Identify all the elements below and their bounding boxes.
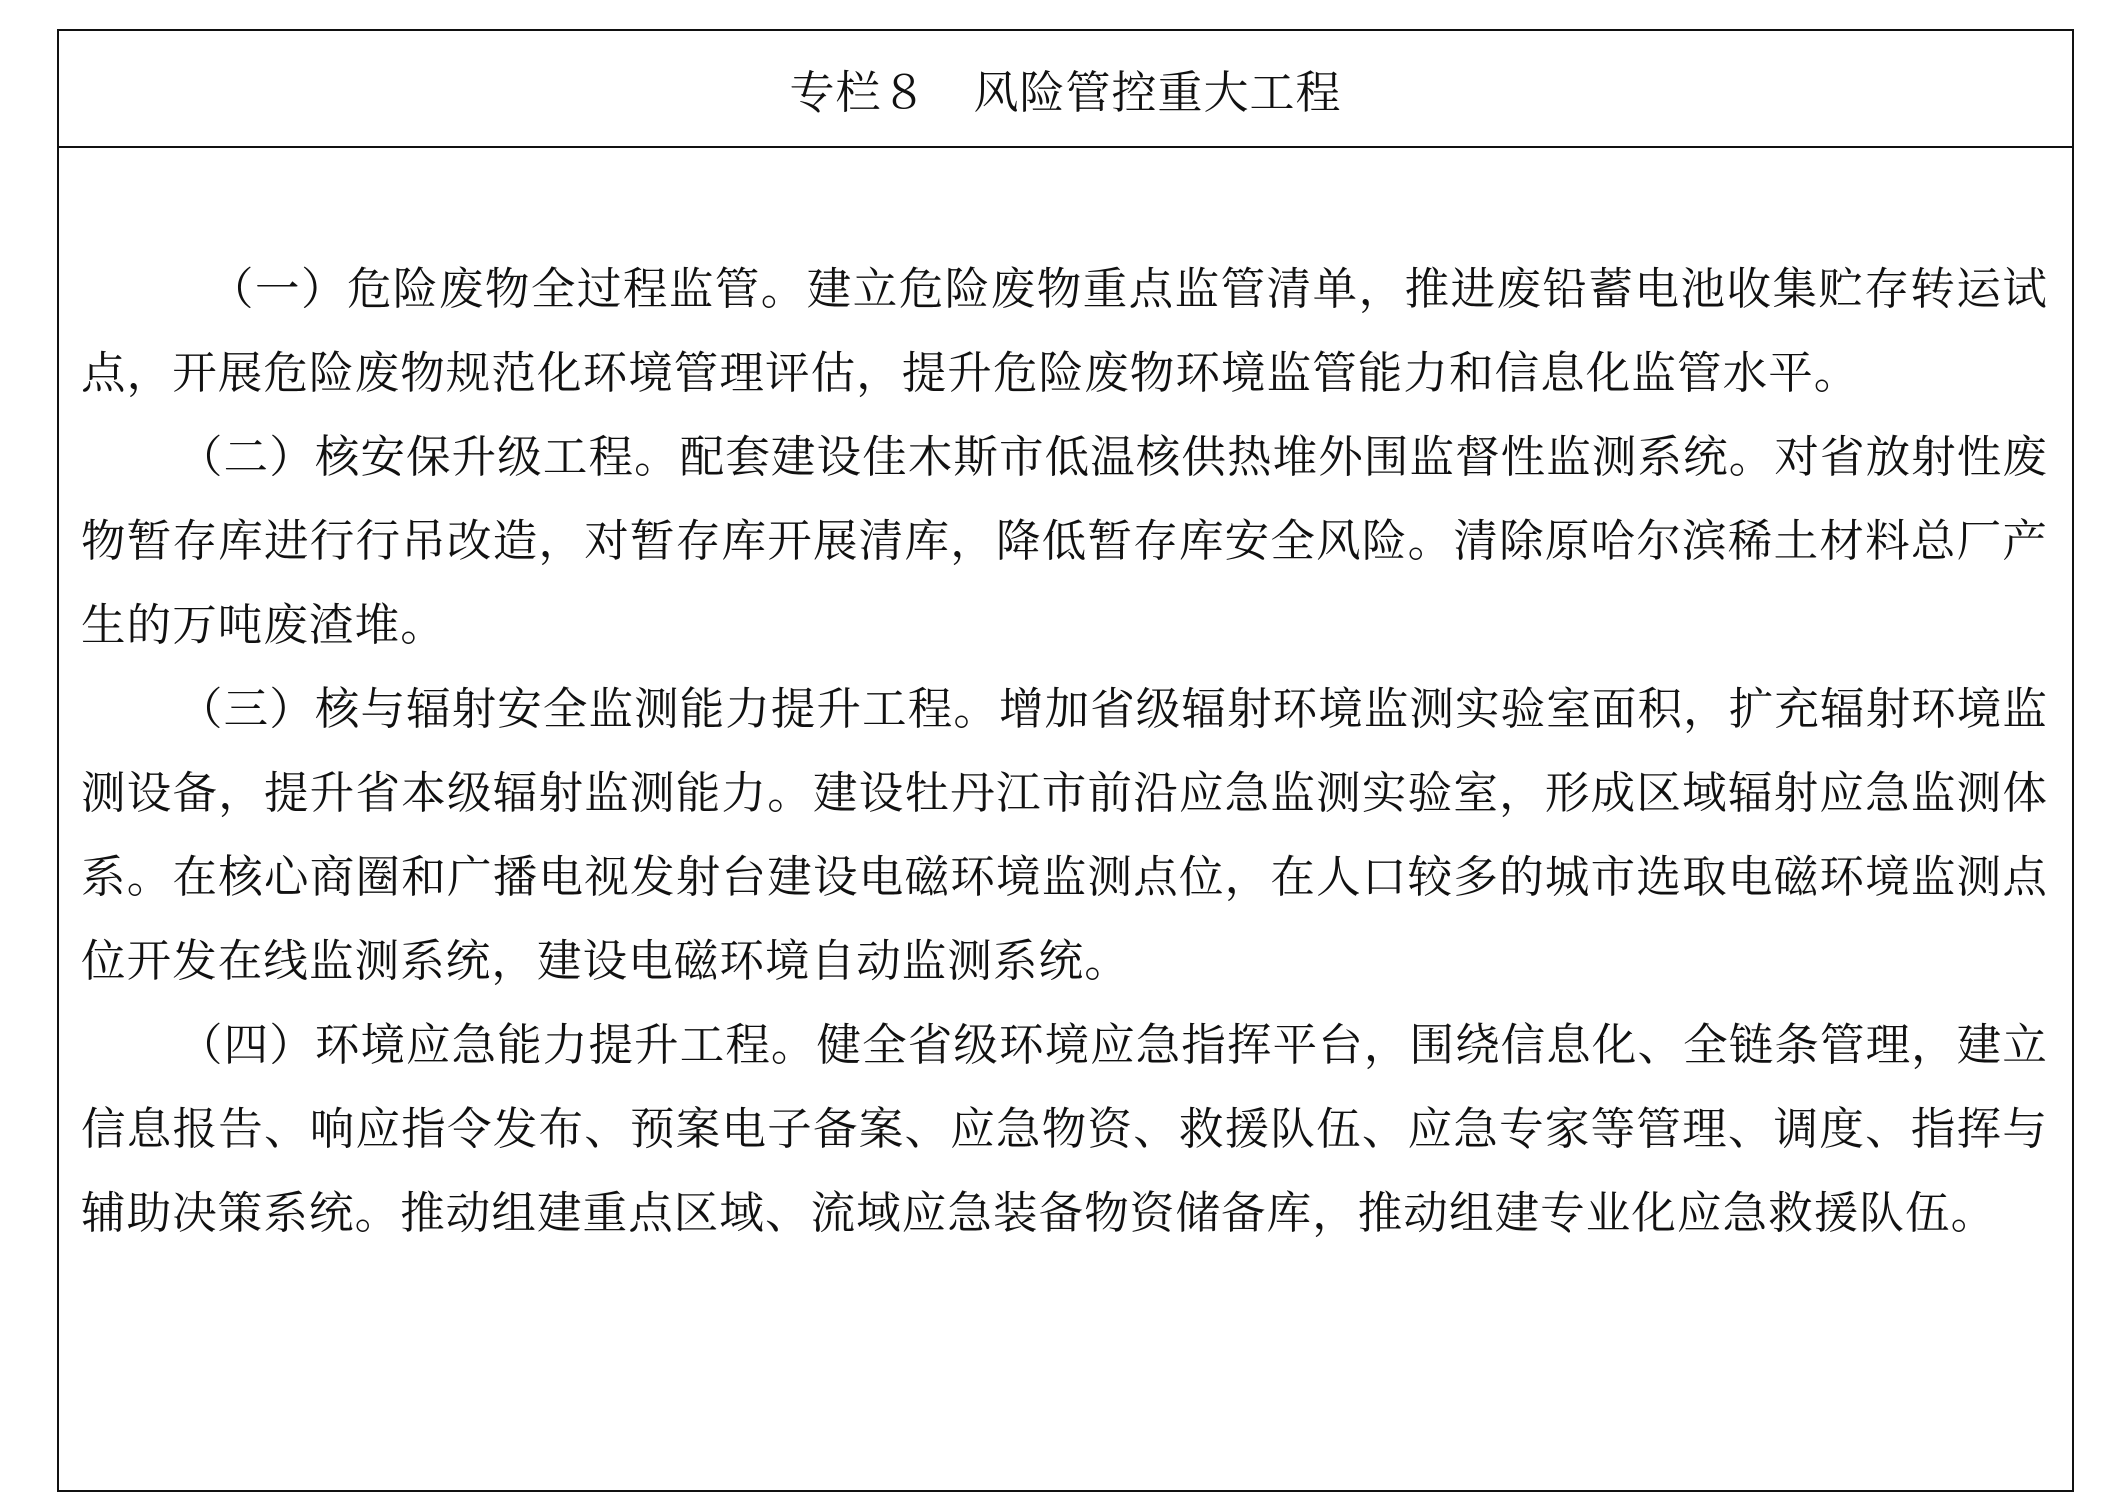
- paragraph-radiation-monitoring: （三）核与辐射安全监测能力提升工程。增加省级辐射环境监测实验室面积，扩充辐射环境监测设备，提升省本级辐射监测能力。建设牡丹江市前沿应急监测实验室，形成区域辐射应急监测体系。在核心商圈和广播电视发射台建设电磁环境监测点位，在人口较多的城市选取电磁环境监测点位开发在线监测系统，建设电磁环境自动监测系统。: [81, 684, 2048, 987]
- paragraph-emergency-capacity: （四）环境应急能力提升工程。健全省级环境应急指挥平台，围绕信息化、全链条管理，建立信息报告、响应指令发布、预案电子备案、应急物资、救援队伍、应急专家等管理、调度、指挥与辅助决策系统。推动组建重点区域、流域应急装备物资储备库，推动组建专业化应急救援队伍。: [81, 1020, 2048, 1239]
- paragraph-nuclear-security: （二）核安保升级工程。配套建设佳木斯市低温核供热堆外围监督性监测系统。对省放射性废物暂存库进行行吊改造，对暂存库开展清库，降低暂存库安全风险。清除原哈尔滨稀土材料总厂产生的万吨废渣堆。: [81, 432, 2048, 651]
- feature-box-title: 专栏８ 风险管控重大工程: [789, 66, 1342, 119]
- feature-box: [57, 29, 2074, 1492]
- feature-box-body: [59, 148, 2072, 1256]
- paragraph-hazardous-waste: （一）危险废物全过程监管。建立危险废物重点监管清单，推进废铅蓄电池收集贮存转运试点，开展危险废物规范化环境管理评估，提升危险废物环境监管能力和信息化监管水平。: [81, 264, 2048, 399]
- feature-box-header: [59, 31, 2072, 148]
